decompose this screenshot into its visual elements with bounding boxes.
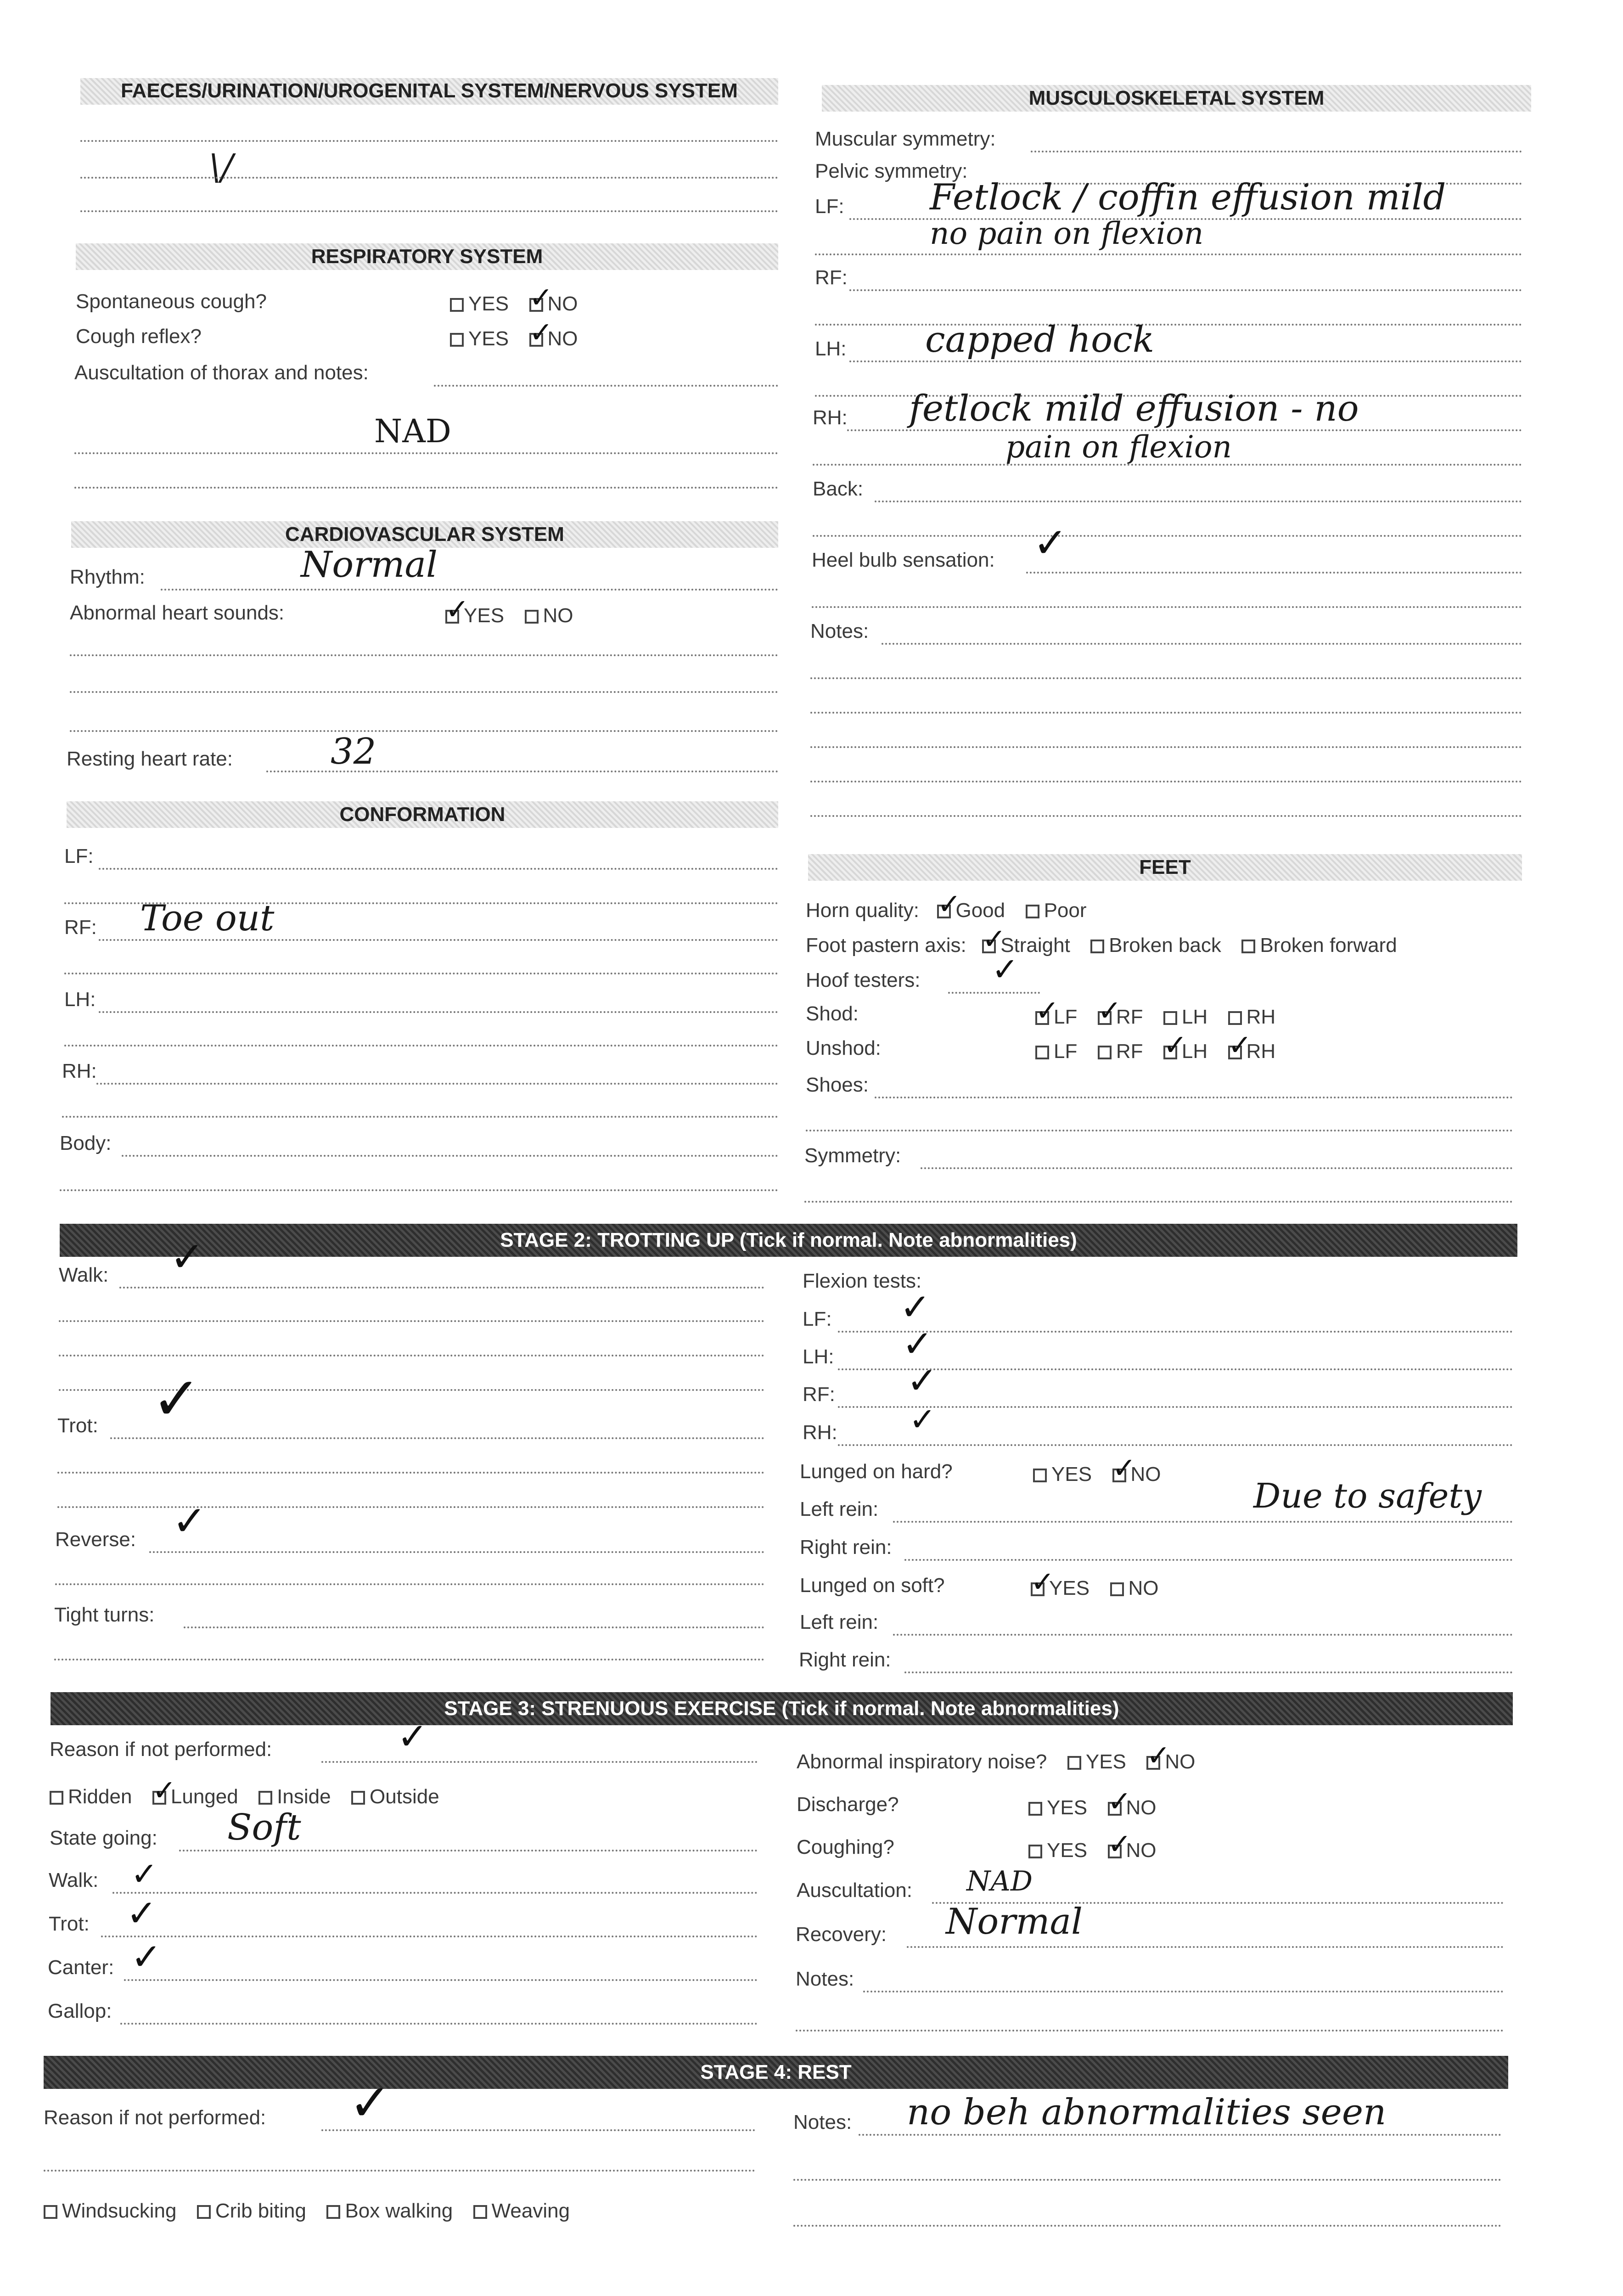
stage4-notes-value: no beh abnormalities seen bbox=[907, 2092, 1387, 2133]
unshod-rf[interactable]: RF bbox=[1098, 1040, 1143, 1063]
checkbox-checked[interactable] bbox=[1108, 1802, 1122, 1816]
cough-reflex-label: Cough reflex? bbox=[76, 325, 202, 348]
conformation-lf-label: LF: bbox=[64, 845, 94, 867]
cough-reflex-options bbox=[450, 327, 596, 350]
checkbox-checked[interactable] bbox=[1108, 1845, 1122, 1858]
symmetry-line bbox=[921, 1167, 1513, 1169]
shod-rf[interactable]: ✓ RF bbox=[1098, 1006, 1143, 1028]
symmetry-line-2 bbox=[804, 1201, 1513, 1203]
shoes-line bbox=[875, 1097, 1513, 1098]
conformation-rh-line-2 bbox=[62, 1116, 778, 1118]
stage3-trot-line bbox=[101, 1936, 758, 1937]
resting-hr-label: Resting heart rate: bbox=[67, 748, 233, 770]
lunged-soft-yes[interactable]: ✓ YES bbox=[1031, 1577, 1089, 1599]
right-rein-label: Right rein: bbox=[800, 1536, 892, 1559]
spontaneous-cough-yes[interactable]: YES bbox=[450, 293, 509, 315]
stage3-canter-tick-icon: ✓ bbox=[131, 1936, 162, 1978]
musculo-rh-note-1: fetlock mild effusion - no bbox=[909, 388, 1359, 429]
auscultation-label: Auscultation of thorax and notes: bbox=[74, 361, 369, 384]
musculo-rh-line-2 bbox=[813, 464, 1522, 466]
horn-quality-good[interactable]: ✓ Good bbox=[937, 899, 1005, 922]
stage3-trot-label: Trot: bbox=[49, 1913, 90, 1935]
faeces-line-2 bbox=[80, 177, 778, 179]
cough-reflex-yes[interactable]: YES bbox=[450, 327, 509, 350]
flexion-rh-tick-icon: ✓ bbox=[909, 1401, 936, 1438]
stage4-reason-tick-icon: ✓ bbox=[349, 2073, 392, 2132]
shod-lf[interactable]: ✓ LF bbox=[1035, 1006, 1077, 1028]
musculo-rh-label: RH: bbox=[813, 406, 848, 429]
flexion-lh-line bbox=[838, 1368, 1513, 1370]
pelvic-symmetry-label: Pelvic symmetry: bbox=[815, 160, 968, 182]
soft-left-rein-line bbox=[893, 1634, 1513, 1636]
checkbox[interactable] bbox=[1110, 1582, 1124, 1596]
lunged-hard-options bbox=[1033, 1463, 1179, 1486]
coughing-no[interactable]: ✓ NO bbox=[1108, 1839, 1157, 1862]
musculo-lh-line bbox=[849, 360, 1522, 362]
checkbox[interactable] bbox=[525, 610, 539, 624]
abnormal-heart-options bbox=[445, 604, 592, 627]
shod-options bbox=[1035, 1006, 1294, 1029]
musculo-notes-line-4 bbox=[810, 746, 1522, 748]
stage3-reason-line bbox=[321, 1761, 758, 1763]
unshod-rh[interactable]: ✓ RH bbox=[1228, 1040, 1276, 1063]
coughing-options bbox=[1028, 1839, 1175, 1862]
checkbox-checked[interactable] bbox=[529, 298, 543, 312]
stage3-gallop-line bbox=[120, 2023, 758, 2025]
musculo-back-line bbox=[875, 501, 1522, 502]
stage2-walk-line-2 bbox=[59, 1320, 764, 1322]
checkbox-checked[interactable] bbox=[937, 905, 951, 918]
checkbox[interactable] bbox=[473, 2205, 487, 2219]
cardio-line-3 bbox=[70, 730, 778, 732]
unshod-options bbox=[1035, 1040, 1294, 1063]
recovery-value: Normal bbox=[946, 1901, 1083, 1942]
stage2-trot-line-3 bbox=[57, 1506, 764, 1508]
checkbox[interactable] bbox=[44, 2205, 57, 2219]
checkbox[interactable] bbox=[1228, 1011, 1242, 1025]
flexion-lf-tick-icon: ✓ bbox=[900, 1286, 931, 1328]
crib-biting[interactable]: Crib biting bbox=[197, 2200, 306, 2222]
flexion-lf-line bbox=[838, 1331, 1513, 1333]
musculo-heel-line-2 bbox=[812, 606, 1522, 608]
horn-quality-label: Horn quality: bbox=[806, 899, 920, 922]
conformation-lh-label: LH: bbox=[64, 988, 96, 1011]
conformation-lf-line-1 bbox=[99, 868, 778, 870]
unshod-label: Unshod: bbox=[806, 1037, 881, 1059]
checkbox[interactable] bbox=[351, 1791, 365, 1805]
checkbox-checked[interactable] bbox=[445, 610, 459, 624]
conformation-rh-label: RH: bbox=[62, 1060, 97, 1082]
stage4-header: STAGE 4: REST bbox=[44, 2056, 1508, 2089]
conformation-rf-line-2 bbox=[64, 973, 778, 974]
musculo-lh-label: LH: bbox=[815, 338, 847, 360]
musculo-back-line-2 bbox=[813, 535, 1522, 537]
checkbox-checked[interactable] bbox=[1112, 1469, 1126, 1482]
flexion-lh-label: LH: bbox=[803, 1345, 834, 1368]
conformation-rf-value: Toe out bbox=[140, 898, 275, 939]
cardio-line-1 bbox=[70, 654, 778, 656]
left-rein-label: Left rein: bbox=[800, 1498, 879, 1520]
checkbox-checked[interactable] bbox=[152, 1791, 166, 1805]
right-rein-line bbox=[904, 1559, 1513, 1561]
box-walking[interactable]: Box walking bbox=[326, 2200, 453, 2222]
flexion-rf-label: RF: bbox=[803, 1383, 835, 1406]
musculo-rf-label: RF: bbox=[815, 266, 848, 289]
abnormal-heart-no[interactable]: NO bbox=[525, 604, 573, 627]
conformation-lh-line-2 bbox=[64, 1045, 778, 1047]
abnormal-noise-yes[interactable]: YES bbox=[1067, 1750, 1126, 1773]
checkbox[interactable] bbox=[450, 298, 464, 312]
hoof-testers-line bbox=[948, 992, 1040, 994]
conformation-body-line-2 bbox=[60, 1189, 778, 1191]
stage4-notes-line-2 bbox=[793, 2179, 1501, 2181]
lunged-hard-no[interactable]: ✓ NO bbox=[1112, 1463, 1161, 1486]
recovery-label: Recovery: bbox=[796, 1923, 887, 1946]
abnormal-heart-yes[interactable]: ✓ YES bbox=[445, 604, 504, 627]
stage4-behaviour-options bbox=[44, 2200, 588, 2223]
checkbox[interactable] bbox=[1028, 1802, 1042, 1816]
checkbox-checked[interactable] bbox=[1163, 1046, 1177, 1059]
musculo-rf-line-2 bbox=[815, 324, 1522, 326]
checkbox[interactable] bbox=[1035, 1046, 1049, 1059]
weaving[interactable]: Weaving bbox=[473, 2200, 570, 2222]
windsucking[interactable]: Windsucking bbox=[44, 2200, 176, 2222]
abnormal-noise-label: Abnormal inspiratory noise? bbox=[797, 1750, 1047, 1773]
musculo-notes-line-6 bbox=[810, 815, 1522, 817]
stage3-notes-line-2 bbox=[796, 2030, 1504, 2032]
checkbox[interactable] bbox=[326, 2205, 340, 2219]
auscultation-line-1 bbox=[434, 385, 778, 387]
checkbox[interactable] bbox=[197, 2205, 211, 2219]
checkbox[interactable] bbox=[1090, 940, 1104, 953]
flexion-tests-label: Flexion tests: bbox=[803, 1270, 922, 1292]
unshod-lh[interactable]: ✓ LH bbox=[1163, 1040, 1207, 1063]
lunged-soft-label: Lunged on soft? bbox=[800, 1574, 945, 1597]
cough-reflex-no[interactable]: ✓ NO bbox=[529, 327, 578, 350]
musculo-lf-note-1: Fetlock / coffin effusion mild bbox=[930, 177, 1446, 218]
left-rein-note: Due to safety bbox=[1253, 1476, 1482, 1516]
foot-pastern-label: Foot pastern axis: bbox=[806, 934, 966, 957]
faeces-handwritten-mark: \/ bbox=[209, 147, 233, 188]
left-rein-line bbox=[893, 1521, 1513, 1523]
auscultation-line-3 bbox=[74, 487, 778, 489]
musculo-notes-label: Notes: bbox=[810, 620, 869, 642]
heel-bulb-tick-icon: ✓ bbox=[1033, 519, 1068, 567]
faeces-line-3 bbox=[80, 210, 778, 212]
checkbox-checked[interactable] bbox=[529, 333, 543, 347]
stage4-notes-label: Notes: bbox=[793, 2111, 852, 2133]
hoof-testers-tick-icon: ✓ bbox=[992, 951, 1019, 988]
spontaneous-cough-label: Spontaneous cough? bbox=[76, 290, 267, 313]
shoes-line-2 bbox=[806, 1130, 1513, 1131]
stage2-tight-turns-label: Tight turns: bbox=[54, 1604, 155, 1626]
discharge-label: Discharge? bbox=[797, 1793, 899, 1816]
musculo-lf-line-2 bbox=[815, 253, 1522, 255]
shod-lh[interactable]: LH bbox=[1163, 1006, 1207, 1028]
musculo-rh-note-2: pain on flexion bbox=[1005, 429, 1232, 465]
state-going-label: State going: bbox=[50, 1827, 157, 1849]
checkbox-checked[interactable] bbox=[1146, 1756, 1160, 1770]
stage2-trot-label: Trot: bbox=[57, 1414, 98, 1437]
conformation-lh-line-1 bbox=[99, 1011, 778, 1013]
stage3-lunged[interactable]: ✓ Lunged bbox=[152, 1785, 238, 1808]
stage4-reason-label: Reason if not performed: bbox=[44, 2106, 266, 2129]
conformation-body-label: Body: bbox=[60, 1132, 112, 1154]
soft-right-rein-label: Right rein: bbox=[799, 1649, 891, 1671]
checkbox[interactable] bbox=[50, 1791, 63, 1805]
lunged-hard-yes[interactable]: YES bbox=[1033, 1463, 1092, 1486]
musculo-notes-line-1 bbox=[882, 643, 1522, 645]
auscultation-line-2 bbox=[74, 452, 778, 454]
stage2-walk-line-3 bbox=[59, 1355, 764, 1356]
stage3-walk-line bbox=[112, 1892, 758, 1894]
stage2-walk-tick-icon: ✓ bbox=[170, 1233, 205, 1281]
stage3-reason-label: Reason if not performed: bbox=[50, 1738, 272, 1761]
stage3-gallop-label: Gallop: bbox=[48, 2000, 112, 2022]
stage2-trot-line bbox=[110, 1437, 764, 1439]
stage2-tight-turns-line-2 bbox=[54, 1659, 764, 1660]
checkbox-checked[interactable] bbox=[1228, 1046, 1242, 1059]
musculo-notes-line-2 bbox=[810, 677, 1522, 679]
musculo-lh-note: capped hock bbox=[925, 319, 1155, 360]
flexion-rh-line bbox=[838, 1444, 1513, 1446]
stage2-reverse-line-2 bbox=[55, 1583, 764, 1585]
stage2-reverse-label: Reverse: bbox=[55, 1528, 136, 1551]
soft-left-rein-label: Left rein: bbox=[800, 1611, 879, 1633]
shod-label: Shod: bbox=[806, 1002, 859, 1025]
stage3-auscultation-value: NAD bbox=[966, 1865, 1033, 1897]
abnormal-noise-no[interactable]: ✓ NO bbox=[1146, 1750, 1195, 1773]
coughing-label: Coughing? bbox=[797, 1836, 894, 1858]
stage2-trot-tick-icon: ✓ bbox=[152, 1364, 202, 1434]
stage3-canter-label: Canter: bbox=[48, 1956, 114, 1979]
respiratory-note: NAD bbox=[374, 412, 451, 450]
shoes-label: Shoes: bbox=[806, 1074, 869, 1096]
abnormal-heart-label: Abnormal heart sounds: bbox=[70, 602, 285, 624]
stage3-header: STAGE 3: STRENUOUS EXERCISE (Tick if normal. Note abnormalities) bbox=[51, 1692, 1513, 1725]
conformation-rf-label: RF: bbox=[64, 916, 97, 939]
coughing-yes[interactable]: YES bbox=[1028, 1839, 1087, 1862]
stage3-auscultation-label: Auscultation: bbox=[797, 1879, 912, 1902]
symmetry-label: Symmetry: bbox=[804, 1144, 901, 1167]
stage3-mode-options bbox=[50, 1785, 458, 1808]
recovery-line bbox=[907, 1946, 1504, 1948]
faeces-title: FAECES/URINATION/UROGENITAL SYSTEM/NERVOUS SYSTEM bbox=[121, 79, 738, 102]
flexion-rh-label: RH: bbox=[803, 1421, 837, 1444]
soft-right-rein-line bbox=[904, 1671, 1513, 1673]
flexion-rf-tick-icon: ✓ bbox=[907, 1359, 938, 1402]
checkbox[interactable] bbox=[1026, 905, 1039, 918]
resting-hr-value: 32 bbox=[331, 731, 376, 772]
hoof-testers-label: Hoof testers: bbox=[806, 969, 921, 991]
checkbox[interactable] bbox=[1033, 1469, 1047, 1482]
rhythm-label: Rhythm: bbox=[70, 566, 145, 588]
checkbox-checked[interactable] bbox=[1035, 1011, 1049, 1025]
stage3-walk-label: Walk: bbox=[49, 1869, 99, 1891]
cardio-line-2 bbox=[70, 691, 778, 693]
stage3-notes-line-1 bbox=[863, 1991, 1504, 1992]
stage3-reason-tick-icon: ✓ bbox=[397, 1715, 428, 1758]
checkbox[interactable] bbox=[258, 1791, 272, 1805]
heel-bulb-line bbox=[1026, 572, 1522, 574]
stage3-notes-label: Notes: bbox=[796, 1968, 854, 1990]
musculo-notes-line-5 bbox=[810, 781, 1522, 782]
musculo-lf-note-2: no pain on flexion bbox=[930, 216, 1204, 251]
foot-pastern-row bbox=[806, 934, 1415, 957]
conformation-title: CONFORMATION bbox=[339, 803, 505, 826]
checkbox[interactable] bbox=[450, 333, 464, 347]
checkbox[interactable] bbox=[1098, 1046, 1112, 1059]
unshod-lf[interactable]: LF bbox=[1035, 1040, 1077, 1063]
stage2-walk-label: Walk: bbox=[59, 1264, 109, 1286]
respiratory-title: RESPIRATORY SYSTEM bbox=[311, 245, 543, 268]
conformation-rh-line-1 bbox=[96, 1083, 778, 1085]
flexion-lh-tick-icon: ✓ bbox=[902, 1322, 933, 1365]
stage2-walk-line bbox=[119, 1287, 764, 1289]
conformation-rf-line-1 bbox=[99, 939, 778, 941]
stage2-trot-line-2 bbox=[57, 1472, 764, 1474]
state-going-value: Soft bbox=[227, 1807, 301, 1848]
musculo-rf-line bbox=[849, 289, 1522, 291]
flexion-rf-line bbox=[838, 1406, 1513, 1408]
stage3-trot-tick-icon: ✓ bbox=[126, 1892, 157, 1935]
checkbox[interactable] bbox=[1067, 1756, 1081, 1770]
muscular-symmetry-label: Muscular symmetry: bbox=[815, 128, 996, 150]
state-going-line bbox=[179, 1850, 758, 1851]
stage3-ridden[interactable]: Ridden bbox=[50, 1785, 132, 1808]
foot-pastern-straight[interactable]: ✓ Straight bbox=[982, 934, 1070, 957]
stage2-header: STAGE 2: TROTTING UP (Tick if normal. Note abnormalities) bbox=[60, 1224, 1517, 1257]
checkbox-checked[interactable] bbox=[1098, 1011, 1112, 1025]
musculo-lf-label: LF: bbox=[815, 195, 844, 218]
musculo-notes-line-3 bbox=[810, 712, 1522, 714]
muscular-symmetry-line bbox=[1031, 151, 1522, 152]
lunged-soft-options bbox=[1031, 1577, 1177, 1600]
lunged-hard-label: Lunged on hard? bbox=[800, 1460, 953, 1483]
abnormal-noise-row bbox=[797, 1750, 1213, 1773]
checkbox[interactable] bbox=[1028, 1845, 1042, 1858]
spontaneous-cough-no[interactable]: ✓ NO bbox=[529, 293, 578, 315]
foot-pastern-broken-back[interactable]: Broken back bbox=[1090, 934, 1221, 957]
stage2-reverse-tick-icon: ✓ bbox=[172, 1497, 207, 1545]
heel-bulb-label: Heel bulb sensation: bbox=[812, 549, 995, 571]
stage3-canter-line bbox=[124, 1979, 758, 1981]
stage4-notes-line-3 bbox=[793, 2225, 1501, 2227]
horn-quality-row bbox=[806, 899, 1105, 922]
stage2-reverse-line bbox=[149, 1551, 764, 1553]
feet-title: FEET bbox=[1139, 856, 1191, 878]
discharge-no[interactable]: ✓ NO bbox=[1108, 1796, 1157, 1819]
stage4-notes-line-1 bbox=[859, 2134, 1501, 2136]
musculo-title: MUSCULOSKELETAL SYSTEM bbox=[1028, 87, 1325, 109]
horn-quality-poor[interactable]: Poor bbox=[1026, 899, 1087, 922]
shod-rh[interactable]: RH bbox=[1228, 1006, 1276, 1028]
stage2-tight-turns-line bbox=[184, 1626, 764, 1628]
foot-pastern-broken-forward[interactable]: Broken forward bbox=[1241, 934, 1397, 957]
stage3-inside[interactable]: Inside bbox=[258, 1785, 331, 1808]
checkbox[interactable] bbox=[1163, 1011, 1177, 1025]
faeces-line-1 bbox=[80, 140, 778, 142]
stage3-walk-tick-icon: ✓ bbox=[131, 1855, 158, 1893]
checkbox-checked[interactable] bbox=[1031, 1582, 1045, 1596]
stage4-reason-line-2 bbox=[44, 2170, 755, 2172]
spontaneous-cough-options bbox=[450, 293, 596, 315]
checkbox[interactable] bbox=[1241, 940, 1255, 953]
conformation-body-line-1 bbox=[122, 1155, 778, 1157]
stage3-outside[interactable]: Outside bbox=[351, 1785, 439, 1808]
musculo-back-label: Back: bbox=[813, 478, 864, 500]
discharge-yes[interactable]: YES bbox=[1028, 1796, 1087, 1819]
flexion-lf-label: LF: bbox=[803, 1308, 832, 1330]
lunged-soft-no[interactable]: NO bbox=[1110, 1577, 1159, 1599]
rhythm-line bbox=[161, 589, 778, 591]
discharge-options bbox=[1028, 1796, 1175, 1819]
cardio-title: CARDIOVASCULAR SYSTEM bbox=[285, 523, 564, 546]
rhythm-value: Normal bbox=[301, 544, 438, 585]
